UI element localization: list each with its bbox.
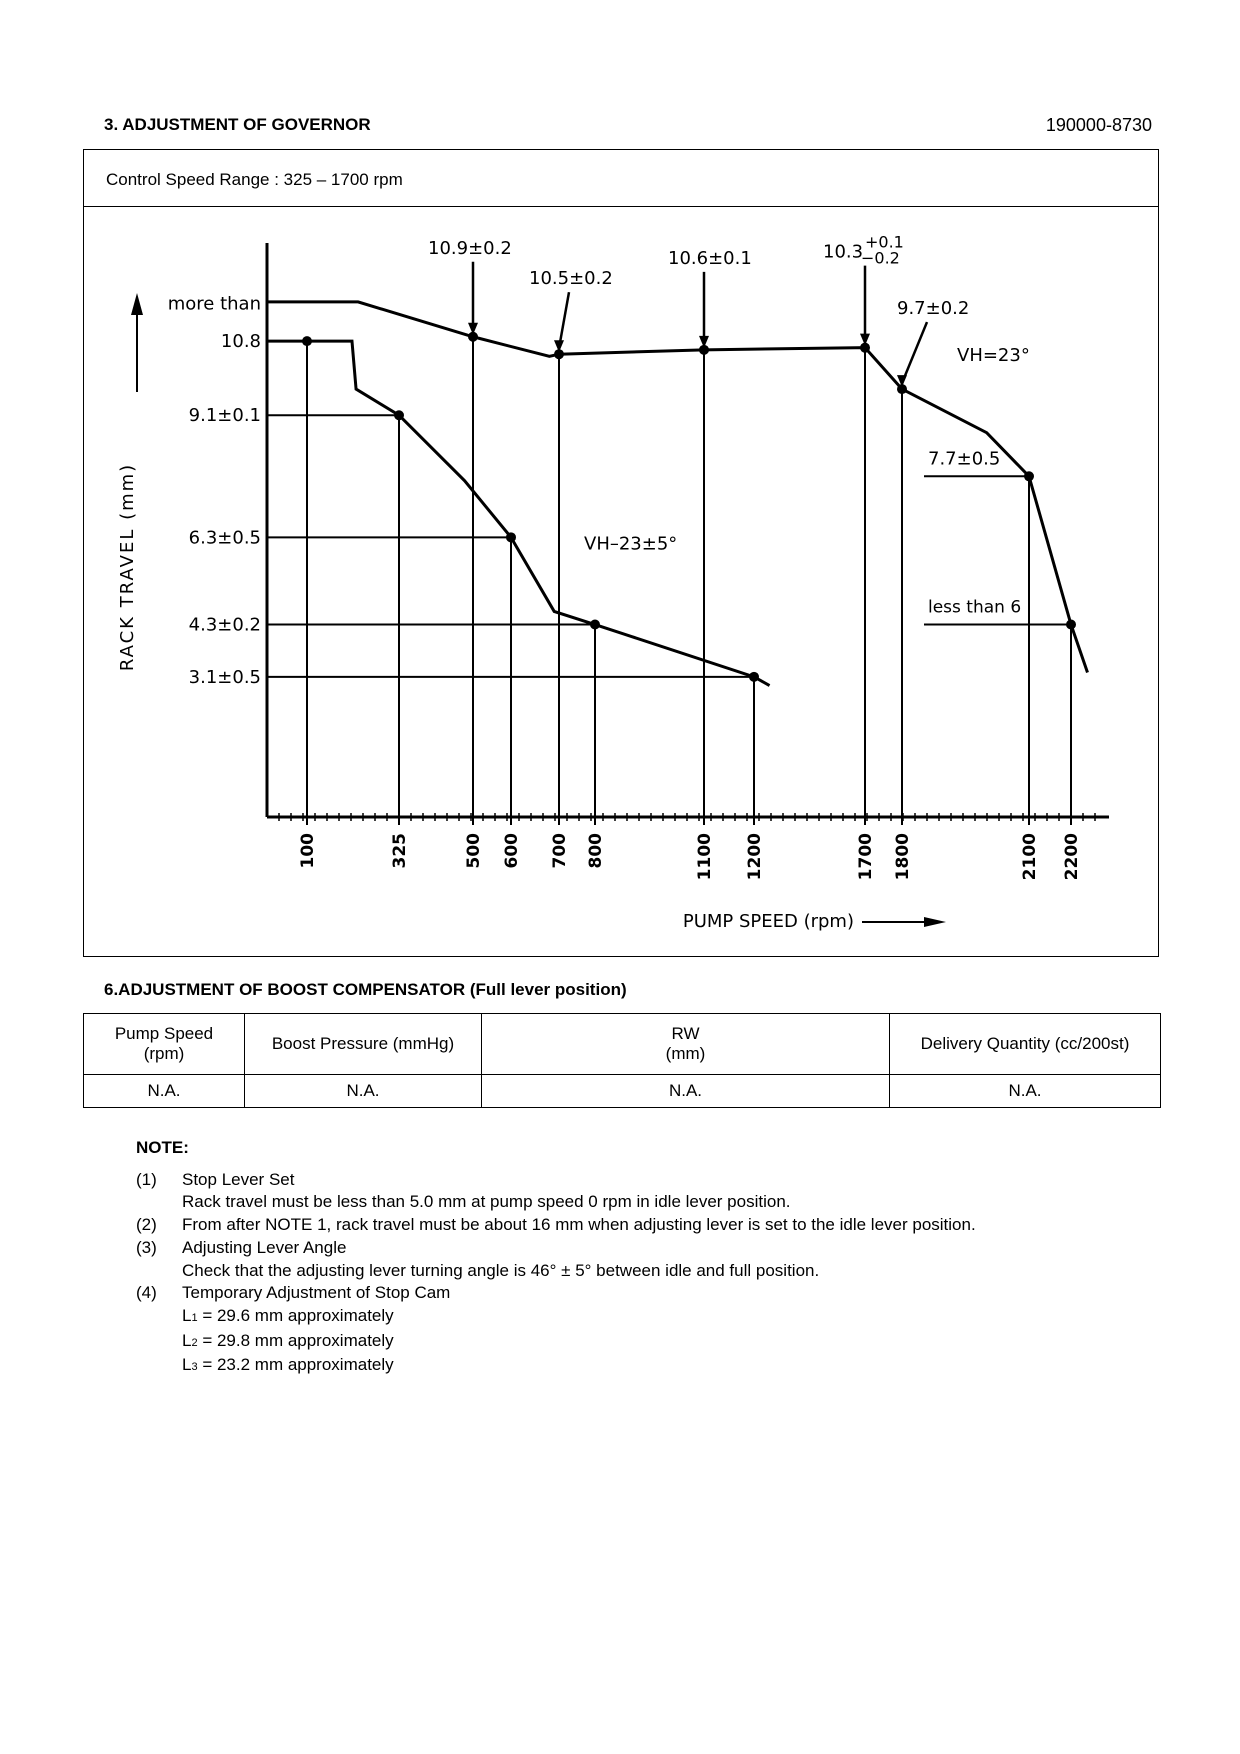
note-3-title: Adjusting Lever Angle bbox=[182, 1237, 347, 1257]
x-tick-label: 2100 bbox=[1020, 833, 1040, 881]
x-tick-label: 700 bbox=[550, 833, 570, 869]
note-1 bbox=[136, 1169, 976, 1192]
header-rw-label: RW (mm) bbox=[665, 1024, 706, 1063]
l1-sub: 1 bbox=[191, 1311, 198, 1324]
x-tick-label: 1700 bbox=[856, 833, 876, 881]
l1-text: = 29.6 mm approximately bbox=[197, 1305, 394, 1325]
l2-text: = 29.8 mm approximately bbox=[197, 1330, 394, 1350]
cell-boost-pressure: N.A. bbox=[245, 1075, 482, 1108]
x-tick-label: 800 bbox=[586, 833, 606, 869]
governor-chart-box bbox=[83, 206, 1159, 957]
l3-text: = 23.2 mm approximately bbox=[197, 1355, 394, 1375]
note-4-title: Temporary Adjustment of Stop Cam bbox=[182, 1283, 451, 1303]
l1-var: L bbox=[182, 1305, 192, 1325]
annotation-label: 9.7±0.2 bbox=[897, 298, 970, 320]
data-point bbox=[749, 672, 759, 682]
annotation-pointer bbox=[902, 322, 927, 383]
annotation-arrow bbox=[860, 334, 870, 346]
y-tick-label: 4.3±0.2 bbox=[188, 614, 261, 636]
header-boost-pressure bbox=[245, 1014, 482, 1075]
note-3-number: (3) bbox=[136, 1237, 157, 1257]
l2-sub: 2 bbox=[191, 1336, 198, 1349]
x-tick-label: 600 bbox=[502, 833, 522, 869]
x-tick-label: 1100 bbox=[695, 833, 715, 881]
y-tick-label: 6.3±0.5 bbox=[188, 527, 261, 549]
section-3-title: 3. ADJUSTMENT OF GOVERNOR bbox=[104, 115, 371, 134]
series-label: VH–23±5° bbox=[584, 533, 678, 555]
y-tick-label: more than bbox=[167, 293, 261, 315]
table-header-row bbox=[84, 1014, 1161, 1075]
data-point bbox=[302, 336, 312, 346]
cell-rw: N.A. bbox=[482, 1075, 890, 1108]
l3-sub: 3 bbox=[191, 1361, 198, 1374]
y-tick-label: 3.1±0.5 bbox=[188, 666, 261, 688]
y-tick-label: 9.1±0.1 bbox=[188, 405, 261, 427]
note-1-number: (1) bbox=[136, 1169, 157, 1189]
annotation-label: 10.3 bbox=[823, 241, 864, 263]
header-pump-speed bbox=[84, 1014, 245, 1075]
series-line-1 bbox=[267, 341, 770, 685]
cell-pump-speed: N.A. bbox=[84, 1075, 245, 1108]
stop-cam-l1 bbox=[136, 1305, 976, 1330]
control-speed-box bbox=[83, 149, 1159, 206]
data-point bbox=[590, 620, 600, 630]
x-tick-label: 500 bbox=[464, 833, 484, 869]
governor-chart bbox=[84, 207, 1160, 958]
stop-cam-l2 bbox=[136, 1330, 976, 1355]
note-2 bbox=[136, 1214, 976, 1237]
annotation-label: 10.6±0.1 bbox=[668, 247, 752, 269]
note-4-number: (4) bbox=[136, 1283, 157, 1303]
header-pump-speed-label: Pump Speed (rpm) bbox=[114, 1024, 214, 1063]
x-tick-label: 1800 bbox=[893, 833, 913, 881]
annotation-sub: −0.2 bbox=[861, 248, 900, 268]
document-number: 190000-8730 bbox=[1045, 115, 1152, 135]
y-axis-title: RACK TRAVEL (mm) bbox=[117, 462, 138, 672]
boost-compensator-table bbox=[83, 1013, 1161, 1108]
annotation-arrow bbox=[554, 340, 564, 352]
stop-cam-l3 bbox=[136, 1354, 976, 1379]
header-delivery-quantity-label: Delivery Quantity (cc/200st) bbox=[920, 1034, 1130, 1053]
note-4 bbox=[136, 1282, 976, 1305]
notes bbox=[136, 1137, 976, 1379]
y-axis-arrow-head bbox=[131, 293, 143, 315]
annotation-pointer bbox=[559, 292, 569, 348]
annotation-arrow bbox=[699, 336, 709, 348]
header-delivery-quantity bbox=[890, 1014, 1161, 1075]
note-2-title: From after NOTE 1, rack travel must be about 16 mm when adjusting lever is set to the idle lever position. bbox=[182, 1215, 976, 1235]
annotation-label: 10.9±0.2 bbox=[428, 237, 512, 259]
control-speed-range: Control Speed Range : 325 – 1700 rpm bbox=[106, 170, 403, 189]
section-6-title: 6.ADJUSTMENT OF BOOST COMPENSATOR (Full lever position) bbox=[104, 980, 627, 999]
x-tick-label: 100 bbox=[298, 833, 318, 869]
note-1-title: Stop Lever Set bbox=[182, 1169, 295, 1189]
table-row bbox=[84, 1075, 1161, 1108]
cell-delivery-quantity: N.A. bbox=[890, 1075, 1161, 1108]
note-3-detail: Check that the adjusting lever turning angle is 46° ± 5° between idle and full position. bbox=[182, 1260, 820, 1280]
note-3 bbox=[136, 1237, 976, 1260]
x-axis-arrow-head bbox=[924, 917, 946, 927]
annotation-sup: +0.1 bbox=[865, 232, 904, 252]
l3-var: L bbox=[182, 1355, 192, 1375]
annotation-label: less than 6 bbox=[928, 597, 1022, 618]
y-tick-label: 10.8 bbox=[220, 331, 261, 353]
data-point bbox=[1066, 620, 1076, 630]
x-tick-label: 2200 bbox=[1062, 833, 1082, 881]
annotation-label: 7.7±0.5 bbox=[928, 448, 1001, 470]
x-tick-label: 1200 bbox=[745, 833, 765, 881]
series-label: VH=23° bbox=[957, 345, 1030, 367]
data-point bbox=[506, 532, 516, 542]
l2-var: L bbox=[182, 1330, 192, 1350]
data-point bbox=[394, 410, 404, 420]
x-axis-title: PUMP SPEED (rpm) bbox=[682, 911, 854, 932]
annotation-arrow bbox=[468, 323, 478, 335]
x-tick-label: 325 bbox=[390, 833, 410, 869]
header-rw bbox=[482, 1014, 890, 1075]
note-2-number: (2) bbox=[136, 1215, 157, 1235]
note-1-detail: Rack travel must be less than 5.0 mm at pump speed 0 rpm in idle lever position. bbox=[182, 1192, 791, 1212]
data-point bbox=[1024, 471, 1034, 481]
notes-heading: NOTE: bbox=[136, 1138, 189, 1157]
header-boost-pressure-label: Boost Pressure (mmHg) bbox=[271, 1034, 455, 1053]
annotation-label: 10.5±0.2 bbox=[529, 268, 613, 290]
